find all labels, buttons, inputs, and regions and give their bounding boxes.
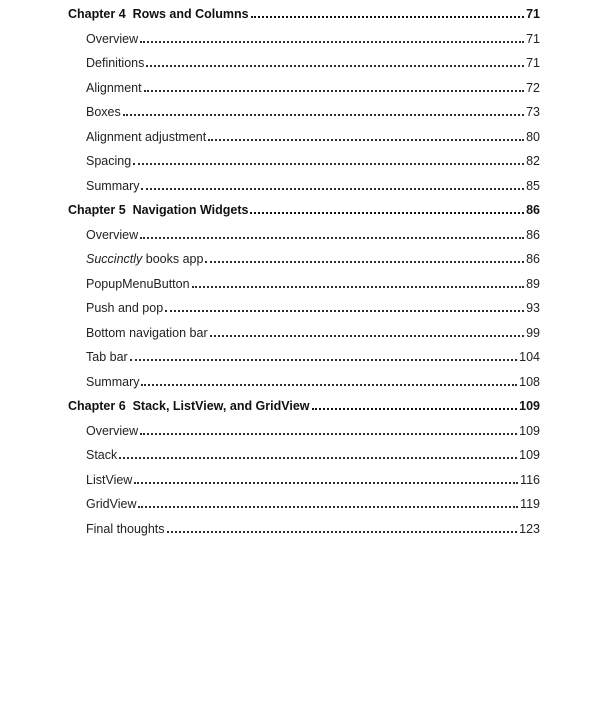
toc-page-number: 119 [520, 497, 540, 511]
toc-dot-leader [134, 482, 518, 484]
toc-entry-title [68, 399, 310, 414]
toc-entry-title [86, 448, 117, 463]
toc-title-part: Alignment [86, 80, 142, 95]
toc-chapter-row[interactable] [68, 203, 540, 228]
toc-dot-leader [144, 90, 525, 92]
toc-section-row[interactable] [68, 56, 540, 81]
toc-page-number: 71 [526, 56, 540, 70]
toc-section-row[interactable] [68, 473, 540, 498]
toc-title-part: Tab bar [86, 350, 128, 364]
toc-page-number: 123 [519, 521, 540, 536]
toc-section-row[interactable] [68, 81, 540, 106]
toc-title-part: Overview [86, 227, 139, 242]
toc-entry-title [86, 277, 190, 292]
toc-title-part: Chapter 5 Navigation Widgets [68, 203, 249, 217]
toc-dot-leader [138, 506, 518, 508]
toc-page-number: 71 [526, 31, 540, 46]
toc-dot-leader [146, 65, 524, 67]
toc-page-number: 109 [519, 399, 540, 413]
toc-entry-title [86, 375, 139, 390]
toc-entry-title [68, 7, 249, 22]
toc-section-row[interactable] [68, 252, 540, 277]
toc-section-row[interactable] [68, 179, 540, 204]
toc-page-number: 82 [526, 154, 540, 168]
toc-entry-title [86, 179, 139, 194]
toc-title-part: Overview [86, 31, 139, 46]
toc-chapter-row[interactable] [68, 399, 540, 424]
toc-title-part: books app [142, 252, 204, 266]
toc-title-part: Push and pop [86, 301, 164, 315]
toc-entry-title [86, 154, 131, 169]
toc-entry-title [86, 326, 208, 341]
toc-page-number: 80 [526, 129, 540, 144]
toc-section-row[interactable] [68, 277, 540, 302]
toc-title-part: PopupMenuButton [86, 276, 190, 291]
toc-dot-leader [140, 237, 524, 239]
toc-dot-leader [192, 286, 525, 288]
toc-title-part: Summary [86, 374, 140, 389]
toc-entry-title [86, 473, 132, 488]
toc-dot-leader [210, 335, 524, 337]
toc-page-number: 109 [519, 448, 540, 462]
toc-dot-leader [165, 310, 524, 312]
toc-page-number: 86 [526, 252, 540, 266]
toc-page-number: 104 [519, 350, 540, 364]
toc-dot-leader [312, 408, 518, 410]
toc-title-part: Stack [86, 448, 118, 462]
toc-dot-leader [205, 261, 524, 263]
toc-entry-title [86, 301, 163, 316]
toc-title-italic-part: Succinctly [86, 252, 143, 266]
toc-dot-leader [250, 212, 524, 214]
toc-section-row[interactable] [68, 154, 540, 179]
toc-entry-title [68, 203, 248, 218]
toc-dot-leader [119, 457, 517, 459]
toc-dot-leader [208, 139, 524, 141]
toc-section-row[interactable] [68, 375, 540, 400]
toc-page-number: 93 [526, 301, 540, 315]
toc-page-number: 85 [526, 178, 540, 193]
toc-page-number: 99 [526, 325, 540, 340]
toc-title-part: Bottom navigation bar [86, 325, 208, 340]
toc-page-number: 71 [526, 7, 540, 21]
toc-section-row[interactable] [68, 130, 540, 155]
toc-title-part: Overview [86, 423, 139, 438]
toc-title-part: Summary [86, 178, 140, 193]
toc-entry-title [86, 350, 128, 365]
toc-dot-leader [140, 41, 524, 43]
toc-page-number: 73 [526, 105, 540, 119]
toc-dot-leader [167, 531, 518, 533]
toc-title-part: Definitions [86, 56, 145, 70]
toc-page-number: 108 [519, 374, 540, 389]
toc-entry-title [86, 81, 142, 96]
toc-dot-leader [140, 433, 517, 435]
toc-dot-leader [133, 163, 524, 165]
toc-dot-leader [123, 114, 524, 116]
toc-section-row[interactable] [68, 522, 540, 547]
toc-section-row[interactable] [68, 497, 540, 522]
toc-page-number: 116 [520, 472, 540, 487]
toc-entry-title [86, 497, 136, 512]
toc-page-number: 72 [526, 80, 540, 95]
toc-list [68, 7, 540, 546]
toc-entry-title [86, 130, 206, 145]
toc-page-number: 89 [526, 276, 540, 291]
toc-dot-leader [141, 188, 524, 190]
toc-entry-title [86, 228, 138, 243]
toc-page-number: 86 [526, 203, 540, 217]
toc-title-part: Chapter 6 Stack, ListView, and GridView [68, 399, 310, 413]
toc-page-number: 109 [519, 423, 540, 438]
toc-section-row[interactable] [68, 326, 540, 351]
toc-section-row[interactable] [68, 301, 540, 326]
toc-section-row[interactable] [68, 228, 540, 253]
toc-section-row[interactable] [68, 105, 540, 130]
toc-title-part: Alignment adjustment [86, 129, 207, 144]
toc-entry-title [86, 56, 144, 71]
toc-title-part: Boxes [86, 105, 121, 119]
toc-dot-leader [251, 16, 525, 18]
toc-entry-title [86, 105, 121, 120]
toc-entry-title [86, 424, 138, 439]
toc-entry-title [86, 522, 165, 537]
toc-title-part: Chapter 4 Rows and Columns [68, 7, 249, 21]
toc-title-part: Final thoughts [86, 521, 165, 536]
toc-section-row[interactable] [68, 350, 540, 375]
toc-entry-title [86, 32, 138, 47]
toc-title-part: ListView [86, 472, 133, 487]
toc-chapter-row[interactable] [68, 7, 540, 32]
toc-page-number: 86 [526, 227, 540, 242]
toc-section-row[interactable] [68, 424, 540, 449]
toc-entry-title [86, 252, 203, 267]
toc-dot-leader [141, 384, 517, 386]
toc-section-row[interactable] [68, 448, 540, 473]
toc-title-part: Spacing [86, 154, 132, 168]
toc-dot-leader [130, 359, 517, 361]
toc-title-part: GridView [86, 497, 137, 511]
toc-section-row[interactable] [68, 32, 540, 57]
